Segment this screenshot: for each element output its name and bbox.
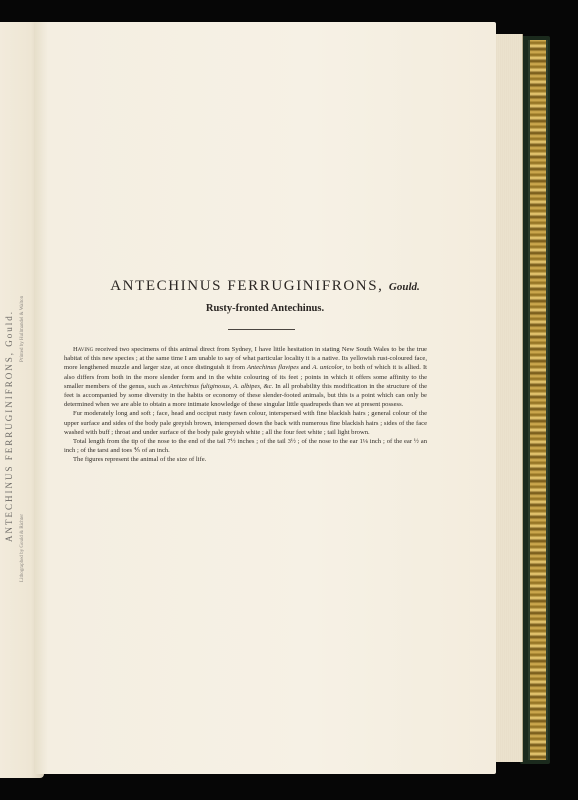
paragraph-fur: Fur moderately long and soft ; face, head and occiput rusty fawn colour, interspersed with fine blackish hairs ; general colour of the upper surface and sides of the body pale greyish brown, interspersed down the back with numerous fine blackish hairs ; sides of the face washed with buff ; throat and under surface of the body pale greyish white ; all the four feet white ; tail light brown. — [64, 410, 427, 436]
species-name: ANTECHINUS FERRUGINIFRONS, — [110, 278, 384, 294]
gilt-border-ornament — [528, 40, 548, 760]
common-name: Rusty-fronted Antechinus. — [205, 303, 325, 314]
text-run: In all probability this modification in the structure of the feet is accompanied by some diversity in the habits or economy of these slender-footed animals, but this is a point which can only be determined when we are able to obtain a more intimate knowledge of these singular little quadrupeds than we at present possess. — [64, 382, 427, 409]
species-ref: Antechinus fuliginosus, A. albipes, &c. — [169, 382, 274, 390]
text-run: and — [298, 364, 313, 372]
text-run: received two specimens of this animal direct from Sydney, I have little hesitation in stating New South Wales to be the true habitat of this new species ; at the same time I am unable to say of what particular locality it is a native. Its yellowish rust-coloured face, more lengthened muzzle and larger size, at once distinguish it from — [64, 346, 427, 372]
paragraph-measurements: Total length from the tip of the nose to the end of the tail 7½ inches ; of the tail 3½ ; of the nose to the ear 1⅛ inch ; of the ear ½ an inch ; of the tarsi and toes ⅘ of an inch. — [64, 438, 427, 455]
paragraph-figures: The figures represent the animal of the size of life. — [73, 456, 207, 464]
species-ref: Antechinus flavipes — [246, 364, 299, 372]
paragraph-habitat — [64, 345, 427, 409]
species-author: Gould. — [388, 281, 420, 293]
left-page-title: ANTECHINUS FERRUGINIFRONS, Gould. — [4, 309, 14, 542]
description-text — [64, 345, 427, 465]
text-run: , to both of which it is allied. It also differs from both in the more slender form and in the white colouring of its feet ; points in which it offers some affinity to the smaller members of the genus, such as — [64, 364, 427, 390]
left-page-printer: Printed by Hullmandel & Walton — [20, 295, 25, 362]
divider-rule — [228, 329, 295, 330]
species-title — [34, 278, 496, 295]
book-page — [34, 22, 496, 774]
species-ref: A. unicolor — [312, 364, 343, 372]
left-page-credit: Lithographed by Gould & Richter — [20, 513, 25, 582]
lead-word: Having — [73, 346, 94, 353]
